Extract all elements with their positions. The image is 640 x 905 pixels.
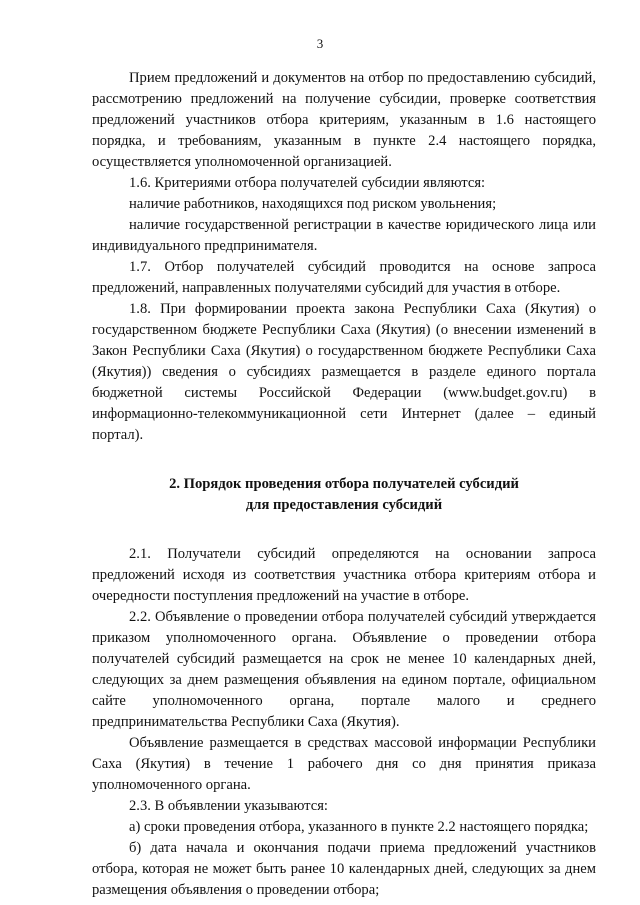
paragraph-2-1-recipients: 2.1. Получатели субсидий определяются на основании запроса предложений исходя из соответствия участника отбора критериям отбора и очередности поступления предложений на участие в отборе. bbox=[92, 546, 596, 604]
paragraph-1-8-budget-law: 1.8. При формировании проекта закона Республики Саха (Якутия) о государственном бюджете Республики Саха (Якутия) (о внесении изменений в Закон Республики Саха (Якутия) о государственном бюджете Республики Саха (Якутия)) сведения о субсидиях размещается в разделе единого портала бюджетной системы Российской Федерации (www.budget.gov.ru) в информационно-телекоммуникационной сети Интернет (далее – единый портал). bbox=[92, 301, 596, 443]
page-number: 3 bbox=[316, 36, 324, 51]
paragraph-1-7-selection: 1.7. Отбор получателей субсидий проводится на основе запроса предложений, направленных получателями субсидий для участия в отборе. bbox=[92, 259, 596, 296]
paragraph-item-a: а) сроки проведения отбора, указанного в пункте 2.2 настоящего порядка; bbox=[129, 819, 589, 835]
section-heading bbox=[92, 474, 596, 516]
document-body bbox=[92, 68, 596, 901]
paragraph-criterion-employees: наличие работников, находящихся под риском увольнения; bbox=[129, 196, 497, 212]
paragraph-mass-media: Объявление размещается в средствах массовой информации Республики Саха (Якутия) в течение 1 рабочего дня со дня принятия приказа уполномоченного органа. bbox=[92, 735, 596, 793]
section-heading-line-1: 2. Порядок проведения отбора получателей субсидий bbox=[169, 476, 519, 492]
paragraph-criterion-registration: наличие государственной регистрации в качестве юридического лица или индивидуального предпринимателя. bbox=[92, 217, 596, 254]
paragraph-item-b: б) дата начала и окончания подачи приема предложений участников отбора, которая не может быть ранее 10 календарных дней, следующих за днем размещения объявления о проведении отбора; bbox=[92, 840, 596, 898]
paragraph-2-2-announcement: 2.2. Объявление о проведении отбора получателей субсидий утверждается приказом уполномоченного органа. Объявление о проведении отбора получателей субсидий размещается на срок не менее 10 календарных дней, следующих за днем размещения объявления на едином портале, официальном сайте уполномоченного органа, портале малого и среднего предпринимательства Республики Саха (Якутия). bbox=[92, 609, 596, 730]
section-heading-line-2: для предоставления субсидий bbox=[245, 497, 443, 513]
paragraph-acceptance-of-proposals: Прием предложений и документов на отбор по предоставлению субсидий, рассмотрению предложений на получение субсидии, проверке соответствия предложений участников отбора критериям, указанным в 1.6 настоящего порядка, и требованиям, указанным в пункте 2.4 настоящего порядка, осуществляется уполномоченной организацией. bbox=[92, 70, 596, 170]
paragraph-2-3-announcement-contents: 2.3. В объявлении указываются: bbox=[129, 798, 328, 814]
paragraph-1-6-criteria: 1.6. Критериями отбора получателей субсидии являются: bbox=[129, 175, 486, 191]
